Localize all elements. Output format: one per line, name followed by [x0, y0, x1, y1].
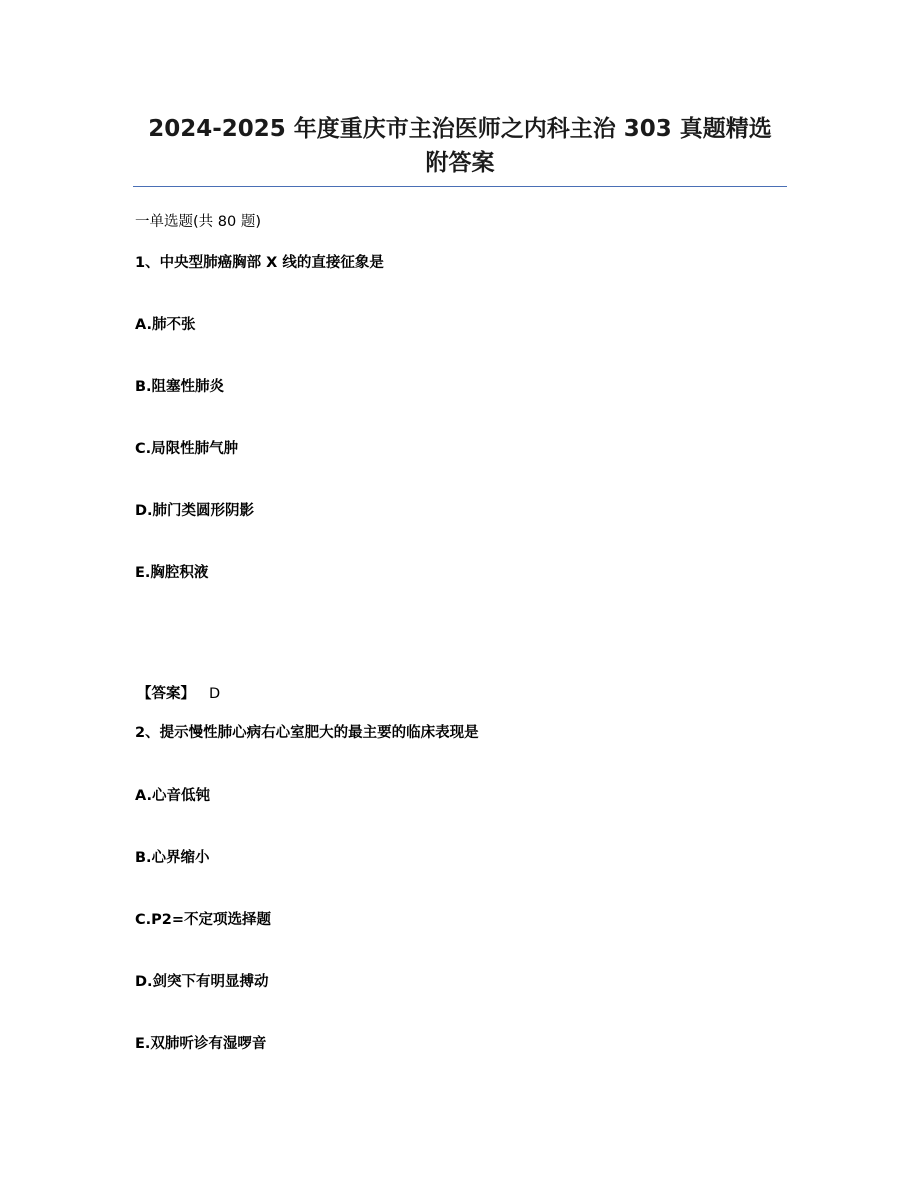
question-2-option-c: C.P2=不定项选择题	[135, 912, 272, 928]
question-2-option-e: E.双肺听诊有湿啰音	[135, 1036, 267, 1052]
question-1-option-a: A.肺不张	[135, 317, 196, 333]
question-2-option-b: B.心界缩小	[135, 850, 210, 866]
question-2-option-a: A.心音低钝	[135, 788, 210, 804]
title-divider	[133, 186, 787, 187]
answer-label: 【答案】	[137, 686, 195, 702]
question-1-answer	[137, 684, 220, 704]
question-1-option-d: D.肺门类圆形阴影	[135, 503, 255, 519]
question-1-option-c: C.局限性肺气肿	[135, 441, 239, 457]
title-line-1: 2024-2025 年度重庆市主治医师之内科主治 303 真题精选	[148, 116, 772, 142]
question-1-option-e: E.胸腔积液	[135, 565, 209, 581]
question-1-stem: 1、中央型肺癌胸部 X 线的直接征象是	[135, 255, 384, 271]
question-2-option-d: D.剑突下有明显搏动	[135, 974, 269, 990]
question-1-option-b: B.阻塞性肺炎	[135, 379, 225, 395]
document-title	[0, 112, 920, 180]
question-2-stem: 2、提示慢性肺心病右心室肥大的最主要的临床表现是	[135, 725, 479, 741]
section-heading: 一单选题(共 80 题)	[135, 214, 261, 230]
answer-value: D	[209, 686, 221, 702]
title-line-2: 附答案	[425, 150, 495, 176]
